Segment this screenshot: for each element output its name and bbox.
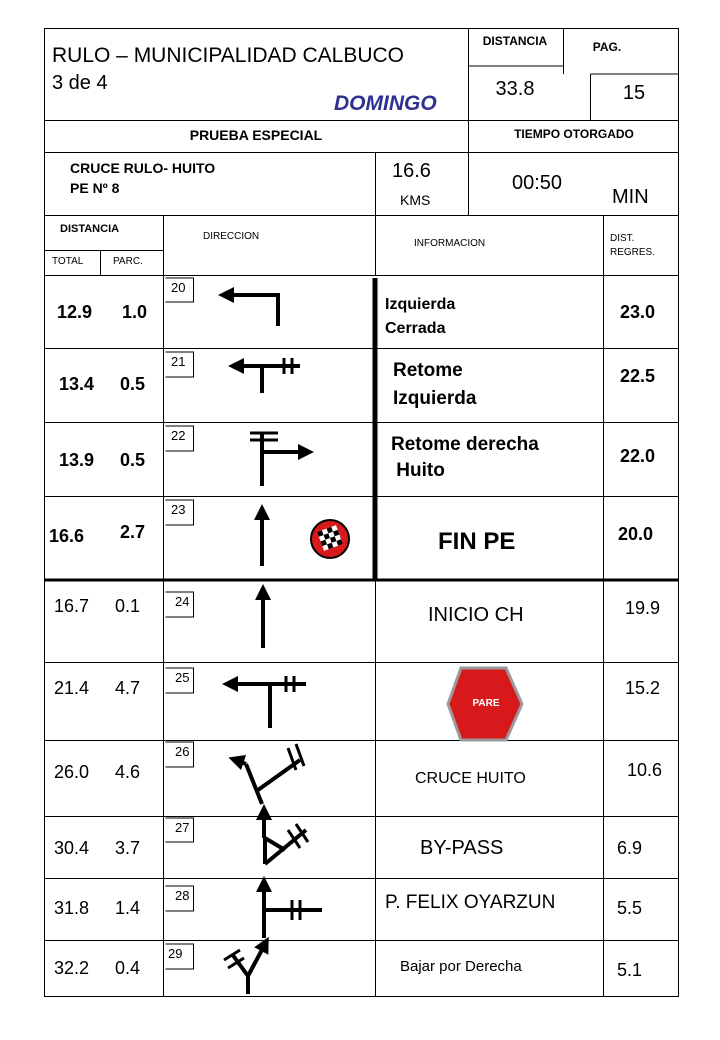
info-text: Izquierda [393,388,477,409]
remaining-distance: 23.0 [620,302,656,322]
partial-distance: 1.4 [115,898,141,918]
partial-distance: 3.7 [115,838,141,858]
remaining-distance: 15.2 [625,678,661,698]
document-title: RULO – MUNICIPALIDAD CALBUCO [52,44,405,67]
page-label: PAG. [592,40,622,54]
remaining-distance: 19.9 [625,598,661,618]
t-junction-left-icon [236,358,300,393]
partial-distance: 4.6 [115,762,141,782]
day-label: DOMINGO [334,92,437,115]
row-number: 23 [171,502,186,517]
info-text: FIN PE [438,528,516,555]
remaining-distance: 5.1 [617,960,643,980]
distance-total-value: 33.8 [495,78,535,100]
info-text: BY-PASS [420,837,504,859]
partial-distance: 4.7 [115,678,141,698]
row-number: 22 [171,428,186,443]
col-total: TOTAL [52,256,84,267]
document-subtitle: 3 de 4 [52,72,108,94]
remaining-distance: 20.0 [618,524,654,544]
row-number: 27 [175,820,190,835]
col-distance: DISTANCIA [60,223,120,235]
col-partial: PARC. [113,256,143,267]
total-distance: 13.4 [59,374,95,394]
fork-right-icon [224,944,265,994]
stage-name: CRUCE RULO- HUITO [70,160,216,176]
stage-kms-unit: KMS [400,192,431,208]
time-unit: MIN [612,186,649,208]
partial-distance: 0.1 [115,596,141,616]
total-distance: 31.8 [54,898,90,918]
t-junction-left-icon [230,676,306,728]
info-text: Retome derecha [391,434,539,455]
col-information: INFORMACION [414,238,486,249]
y-junction-left-icon [236,744,304,804]
stop-sign-label: PARE [472,698,500,709]
stage-kms-value: 16.6 [392,160,431,182]
time-value: 00:50 [512,172,563,194]
t-junction-right-icon [250,433,306,486]
partial-distance: 1.0 [122,302,148,322]
row-number: 24 [175,594,190,609]
row-number: 25 [175,670,190,685]
info-text: Bajar por Derecha [400,958,522,975]
row-number: 26 [175,744,190,759]
info-text: CRUCE HUITO [415,770,526,787]
distance-header-label: DISTANCIA [482,34,548,48]
total-distance: 13.9 [59,450,95,470]
remaining-distance: 10.6 [627,760,663,780]
row-number: 29 [168,946,183,961]
row-number: 21 [171,354,186,369]
remaining-distance: 5.5 [617,898,643,918]
col-direction: DIRECCION [203,231,260,242]
col-remaining: DIST. REGRES. [610,233,656,258]
partial-distance: 0.5 [120,374,146,394]
total-distance: 12.9 [57,302,93,322]
info-text: Cerrada [385,320,446,337]
crossing-straight-icon [264,884,322,938]
partial-distance: 0.4 [115,958,141,978]
total-distance: 16.7 [54,596,90,616]
bypass-icon [264,812,308,864]
info-text: INICIO CH [428,604,524,626]
row-number: 20 [171,280,186,295]
remaining-distance: 22.0 [620,446,656,466]
info-text: P. FELIX OYARZUN [385,892,556,913]
info-text: Huito [391,460,445,481]
time-granted-label: TIEMPO OTORGADO [514,127,634,141]
total-distance: 32.2 [54,958,90,978]
total-distance: 16.6 [49,526,85,546]
info-text: Retome [393,360,463,381]
left-turn-hook-icon [226,295,278,326]
remaining-distance: 6.9 [617,838,643,858]
info-text: Izquierda [385,296,456,313]
checkered-flag-icon [311,520,349,558]
total-distance: 30.4 [54,838,90,858]
stage-label: PRUEBA ESPECIAL [189,127,323,143]
partial-distance: 0.5 [120,450,146,470]
stage-number: PE Nº 8 [70,180,120,196]
total-distance: 21.4 [54,678,90,698]
partial-distance: 2.7 [120,522,146,542]
row-number: 28 [175,888,190,903]
remaining-distance: 22.5 [620,366,656,386]
page-number: 15 [622,82,646,104]
total-distance: 26.0 [54,762,90,782]
